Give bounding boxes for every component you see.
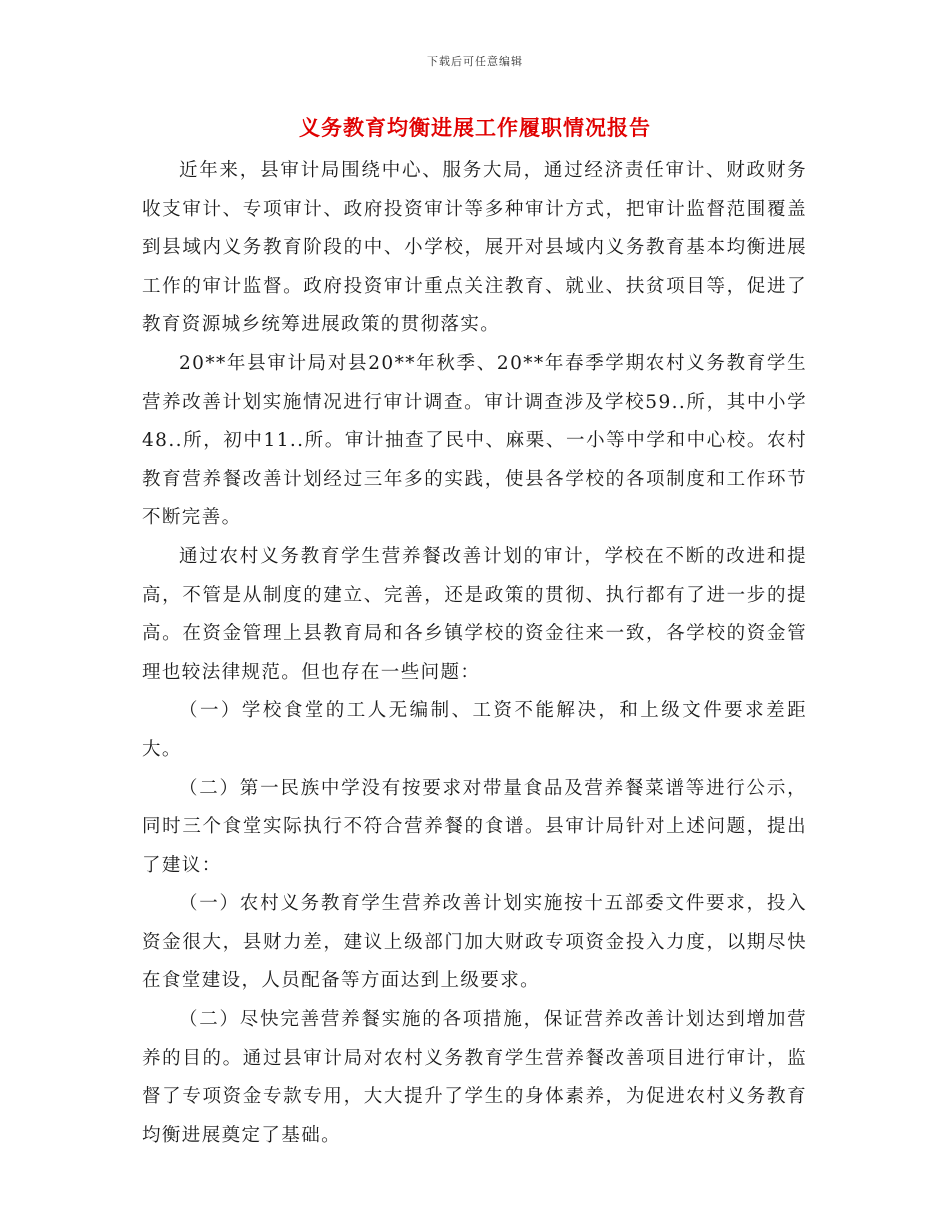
header-note: 下载后可任意编辑: [427, 55, 523, 68]
paragraph: （二）第一民族中学没有按要求对带量食品及营养餐菜谱等进行公示，同时三个食堂实际执行不符合营养餐的食谱。县审计局针对上述问题，提出了建议：: [142, 777, 807, 876]
document-body: [142, 152, 807, 1155]
paragraph: 通过农村义务教育学生营养餐改善计划的审计，学校在不断的改进和提高，不管是从制度的建立、完善，还是政策的贯彻、执行都有了进一步的提高。在资金管理上县教育局和各乡镇学校的资金往来一致，各学校的资金管理也较法律规范。但也存在一些问题：: [142, 545, 807, 683]
document-title: 义务教育均衡进展工作履职情况报告: [299, 116, 651, 140]
paragraph: （二）尽快完善营养餐实施的各项措施，保证营养改善计划达到增加营养的目的。通过县审计局对农村义务教育学生营养餐改善项目进行审计，监督了专项资金专款专用，大大提升了学生的身体素养，为促进农村义务教育均衡进展奠定了基础。: [142, 1009, 807, 1146]
paragraph: （一）农村义务教育学生营养改善计划实施按十五部委文件要求，投入资金很大，县财力差，建议上级部门加大财政专项资金投入力度，以期尽快在食堂建设，人员配备等方面达到上级要求。: [142, 893, 807, 992]
paragraph: 20**年县审计局对县20**年秋季、20**年春季学期农村义务教育学生营养改善计划实施情况进行审计调查。审计调查涉及学校59..所，其中小学48..所，初中11..所。审计抽查了民中、麻栗、一小等中学和中心校。农村教育营养餐改善计划经过三年多的实践，使县各学校的各项制度和工作环节不断完善。: [142, 352, 807, 529]
paragraph: 近年来，县审计局围绕中心、服务大局，通过经济责任审计、财政财务收支审计、专项审计、政府投资审计等多种审计方式，把审计监督范围覆盖到县域内义务教育阶段的中、小学校，展开对县域内义务教育基本均衡进展工作的审计监督。政府投资审计重点关注教育、就业、扶贫项目等，促进了教育资源城乡统筹进展政策的贯彻落实。: [142, 160, 807, 336]
paragraph: （一）学校食堂的工人无编制、工资不能解决，和上级文件要求差距大。: [142, 700, 807, 760]
